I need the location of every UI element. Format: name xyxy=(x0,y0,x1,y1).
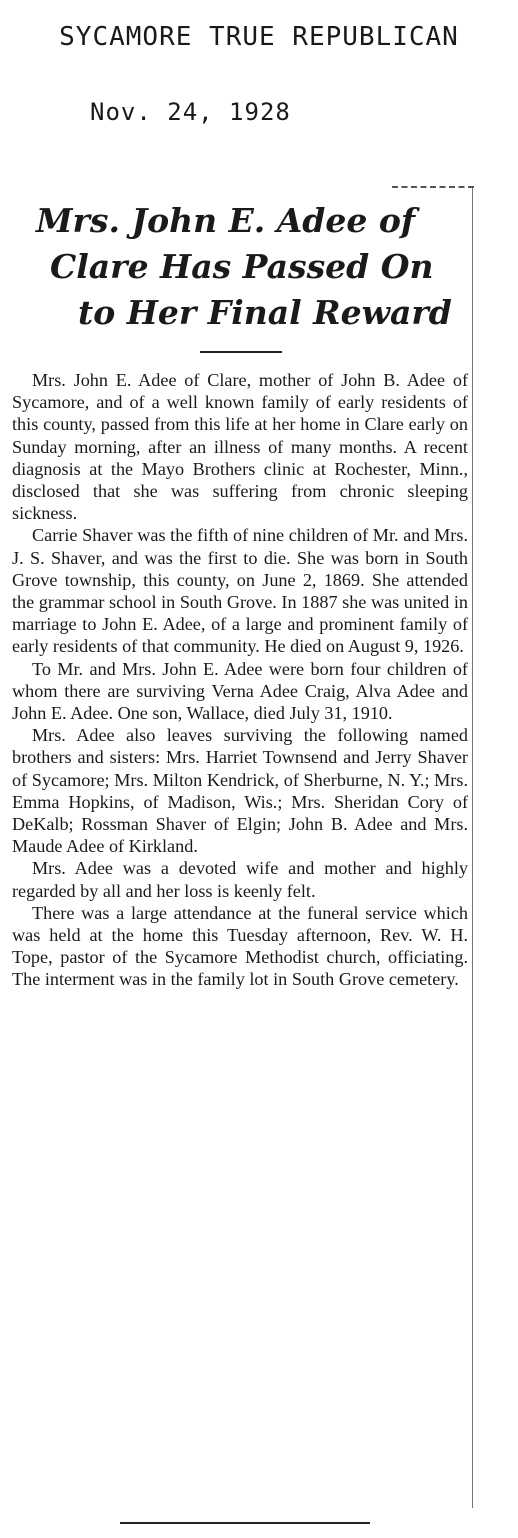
column-rule xyxy=(472,188,473,1508)
newspaper-name: SYCAMORE TRUE REPUBLICAN xyxy=(59,22,459,52)
article-body xyxy=(12,369,468,991)
paragraph-biography: Carrie Shaver was the fifth of nine children of Mr. and Mrs. J. S. Shaver, and was the first to die. She was born in South Grove township, this county, on June 2, 1869. She attended the grammar school in South Grove. In 1887 she was united in marriage to John E. Adee, of a large and prominent family of early residents of that community. He died on August 9, 1926. xyxy=(12,525,468,657)
headline-line-3: to Her Final Reward xyxy=(78,293,452,332)
end-divider-rule xyxy=(120,1522,370,1524)
article-headline xyxy=(18,198,470,336)
headline-line-1: Mrs. John E. Adee of xyxy=(36,201,416,240)
paragraph-siblings: Mrs. Adee also leaves surviving the following named brothers and sisters: Mrs. Harriet Townsend and Jerry Shaver of Sycamore; Mrs. Milton Kendrick, of Sherburne, N. Y.; Mrs. Emma Hopkins, of Madison, Wis.; Mrs. Sheridan Cory of DeKalb; Rossman Shaver of Elgin; John B. Adee and Mrs. Maude Adee of Kirkland. xyxy=(12,725,468,857)
paragraph-funeral: There was a large attendance at the funeral service which was held at the home this Tuesday afternoon, Rev. W. H. Tope, pastor of the Sycamore Methodist church, officiating. The interment was in the family lot in South Grove cemetery. xyxy=(12,902,468,990)
publication-date: Nov. 24, 1928 xyxy=(90,98,291,126)
headline-divider-rule xyxy=(200,351,282,353)
headline-line-2: Clare Has Passed On xyxy=(50,247,434,286)
paragraph-children: To Mr. and Mrs. John E. Adee were born four children of whom there are surviving Verna Adee Craig, Alva Adee and John E. Adee. One son, Wallace, died July 31, 1910. xyxy=(12,658,468,724)
top-divider-rule xyxy=(392,186,474,188)
paragraph-tribute: Mrs. Adee was a devoted wife and mother and highly regarded by all and her loss is keenly felt. xyxy=(12,858,468,901)
paragraph-death-notice: Mrs. John E. Adee of Clare, mother of John B. Adee of Sycamore, and of a well known family of early residents of this county, passed from this life at her home in Clare early on Sunday morning, after an illness of many months. A recent diagnosis at the Mayo Brothers clinic at Rochester, Minn., disclosed that she was suffering from chronic sleeping sickness. xyxy=(12,370,468,524)
